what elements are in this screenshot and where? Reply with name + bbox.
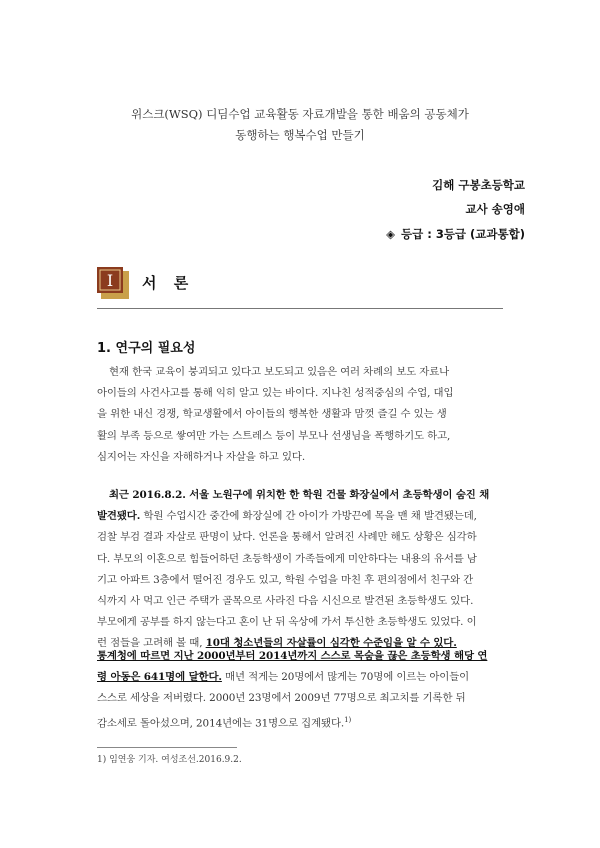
section-divider: [97, 308, 503, 309]
paragraph-line: [97, 506, 503, 527]
grade-text: 등급 : 3등급 (교과통합): [401, 227, 525, 241]
paragraph-line: [97, 667, 503, 688]
plain-text: 감소세로 돌아섰으며, 2014년에는 31명으로 집계됐다.: [97, 717, 345, 730]
paragraph-line: 활의 부족 등으로 쌓여만 가는 스트레스 등이 부모나 선생님을 폭행하기도 하고,: [97, 429, 451, 442]
paragraph-line: 을 위한 내신 경쟁, 학교생활에서 아이들의 행복한 생활과 맘껏 즐길 수 있는 생: [97, 408, 447, 421]
title-line-1: 위스크(WSQ) 디딤수업 교육활동 자료개발을 통한 배움의 공동체가: [131, 107, 469, 121]
underlined-text: 통계청에 따르면 지난 2000년부터 2014년까지 스스로 목숨을 끊은 초등학생 해당 연: [97, 650, 488, 662]
paragraph-2: [97, 485, 503, 655]
paragraph-line-bold: 최근 2016.8.2. 서울 노원구에 위치한 한 학원 건물 화장실에서 초등학생이 숨진 채: [109, 489, 490, 501]
roman-numeral-badge-icon: [97, 267, 129, 299]
paragraph-line: 스스로 세상을 저버렸다. 2000년 23명에서 2009년 77명으로 최고치를 기록한 뒤: [97, 692, 466, 705]
footnote: 1) 임연웅 기자. 여성조선.2016.9.2.: [97, 755, 242, 765]
plain-text: 매년 적게는 20명에서 많게는 70명에 이르는 아이들이: [221, 671, 470, 684]
diamond-bullet-icon: ◈: [386, 227, 395, 241]
paragraph-line: 다. 부모의 이혼으로 힘들어하던 초등학생이 가족들에게 미안하다는 내용의 유서를 남: [97, 552, 477, 565]
bold-text: 발견됐다.: [97, 510, 141, 523]
paragraph-line: 식까지 사 먹고 인근 주택가 골목으로 사라진 다음 시신으로 발견된 초등학생도 있다.: [97, 595, 474, 608]
school-name: 김해 구봉초등학교: [432, 178, 525, 192]
paragraph-line: 심지어는 자신을 자해하거나 자살을 하고 있다.: [97, 450, 306, 463]
section-title: 서 론: [142, 274, 195, 292]
plain-text: 런 점들을 고려해 볼 때,: [97, 637, 206, 650]
title-line-2: 동행하는 행복수업 만들기: [235, 128, 365, 142]
paragraph-line: [97, 646, 503, 667]
grade-line: [386, 226, 525, 242]
paragraph-line: 부모에게 공부를 하지 않는다고 혼이 난 뒤 옥상에 가서 투신한 초등학생도 있었다. 이: [97, 616, 477, 629]
paragraph-line: 검찰 부검 결과 자살로 판명이 났다. 언론을 통해서 알려진 사례만 해도 상황은 심각하: [97, 531, 477, 544]
subsection-title: 1. 연구의 필요성: [97, 341, 196, 356]
paragraph-line: 아이들의 사건사고를 통해 익히 알고 있는 바이다. 지나친 성적중심의 수업, 대입: [97, 387, 454, 400]
paragraph-line: 현재 한국 교육이 붕괴되고 있다고 보도되고 있음은 여러 차례의 보도 자료나: [109, 366, 450, 378]
paragraph-line: 기고 아파트 3층에서 떨어진 경우도 있고, 학원 수업을 마친 후 편의점에서 친구와 간: [97, 573, 474, 586]
underlined-text: 10대 청소년들의 자살률이 심각한 수준임을 알 수 있다.: [205, 637, 457, 650]
underlined-text: 령 아동은 641명에 달한다.: [97, 671, 222, 684]
paragraph-line: [97, 710, 503, 735]
footnote-divider: [97, 747, 237, 748]
paragraph-1: [97, 362, 503, 468]
paragraph-3: [97, 646, 503, 734]
teacher-name: 교사 송영애: [465, 202, 525, 216]
document-title: [0, 104, 600, 146]
section-numeral: I: [106, 271, 114, 290]
plain-text: 학원 수업시간 중간에 화장실에 간 아이가 가방끈에 목을 맨 채 발견됐는데,: [140, 510, 477, 523]
footnote-marker: 1): [344, 715, 352, 724]
